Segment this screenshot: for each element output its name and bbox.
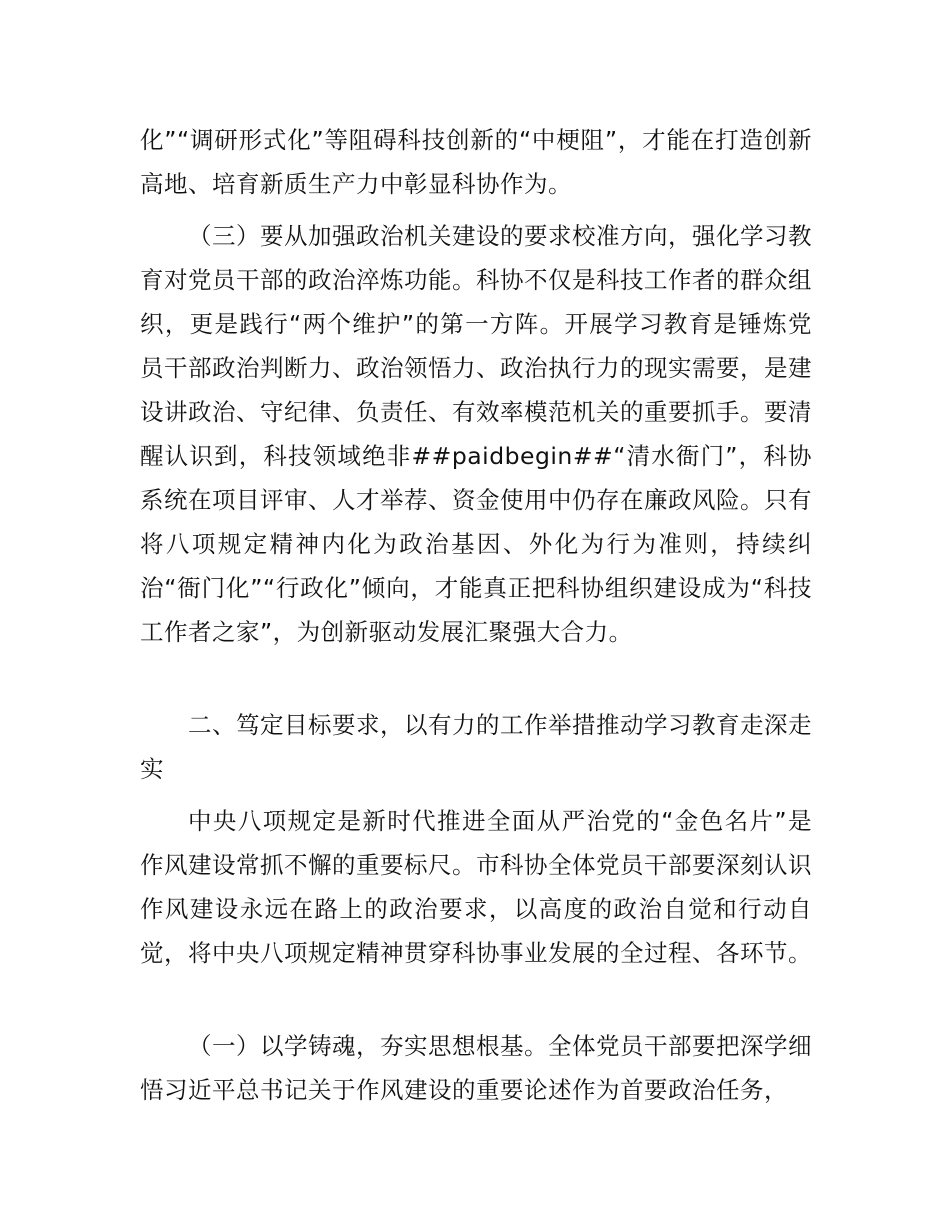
paragraph-1: 化”“调研形式化”等阻碍科技创新的“中梗阻”，才能在打造创新高地、培育新质生产力中彰显科协作为。 (140, 126, 812, 198)
paragraph-4: 中央八项规定是新时代推进全面从严治党的“金色名片”是作风建设常抓不懈的重要标尺。市科协全体党员干部要深刻认识作风建设永远在路上的政治要求，以高度的政治自觉和行动自觉，将中央八项规定精神贯穿科协事业发展的全过程、各环节。 (140, 807, 812, 967)
paragraph-continued (140, 118, 812, 206)
heading-section-two (140, 703, 812, 791)
paragraph-eight-rules (140, 799, 812, 975)
paragraph-section-three (140, 214, 812, 654)
paragraph-subsection-one (140, 1024, 812, 1112)
paragraph-5: （一）以学铸魂，夯实思想根基。全体党员干部要把深学细悟习近平总书记关于作风建设的重要论述作为首要政治任务， (140, 1032, 812, 1104)
paragraph-2: （三）要从加强政治机关建设的要求校准方向，强化学习教育对党员干部的政治淬炼功能。科协不仅是科技工作者的群众组织，更是践行“两个维护”的第一方阵。开展学习教育是锤炼党员干部政治判断力、政治领悟力、政治执行力的现实需要，是建设讲政治、守纪律、负责任、有效率模范机关的重要抓手。要清醒认识到，科技领域绝非##paidbegin##“清水衙门”，科协系统在项目评审、人才举荐、资金使用中仍存在廉政风险。只有将八项规定精神内化为政治基因、外化为行为准则，持续纠治“衙门化”“行政化”倾向，才能真正把科协组织建设成为“科技工作者之家”，为创新驱动发展汇聚强大合力。 (140, 222, 812, 646)
section-heading: 二、笃定目标要求，以有力的工作举措推动学习教育走深走实 (140, 711, 812, 783)
